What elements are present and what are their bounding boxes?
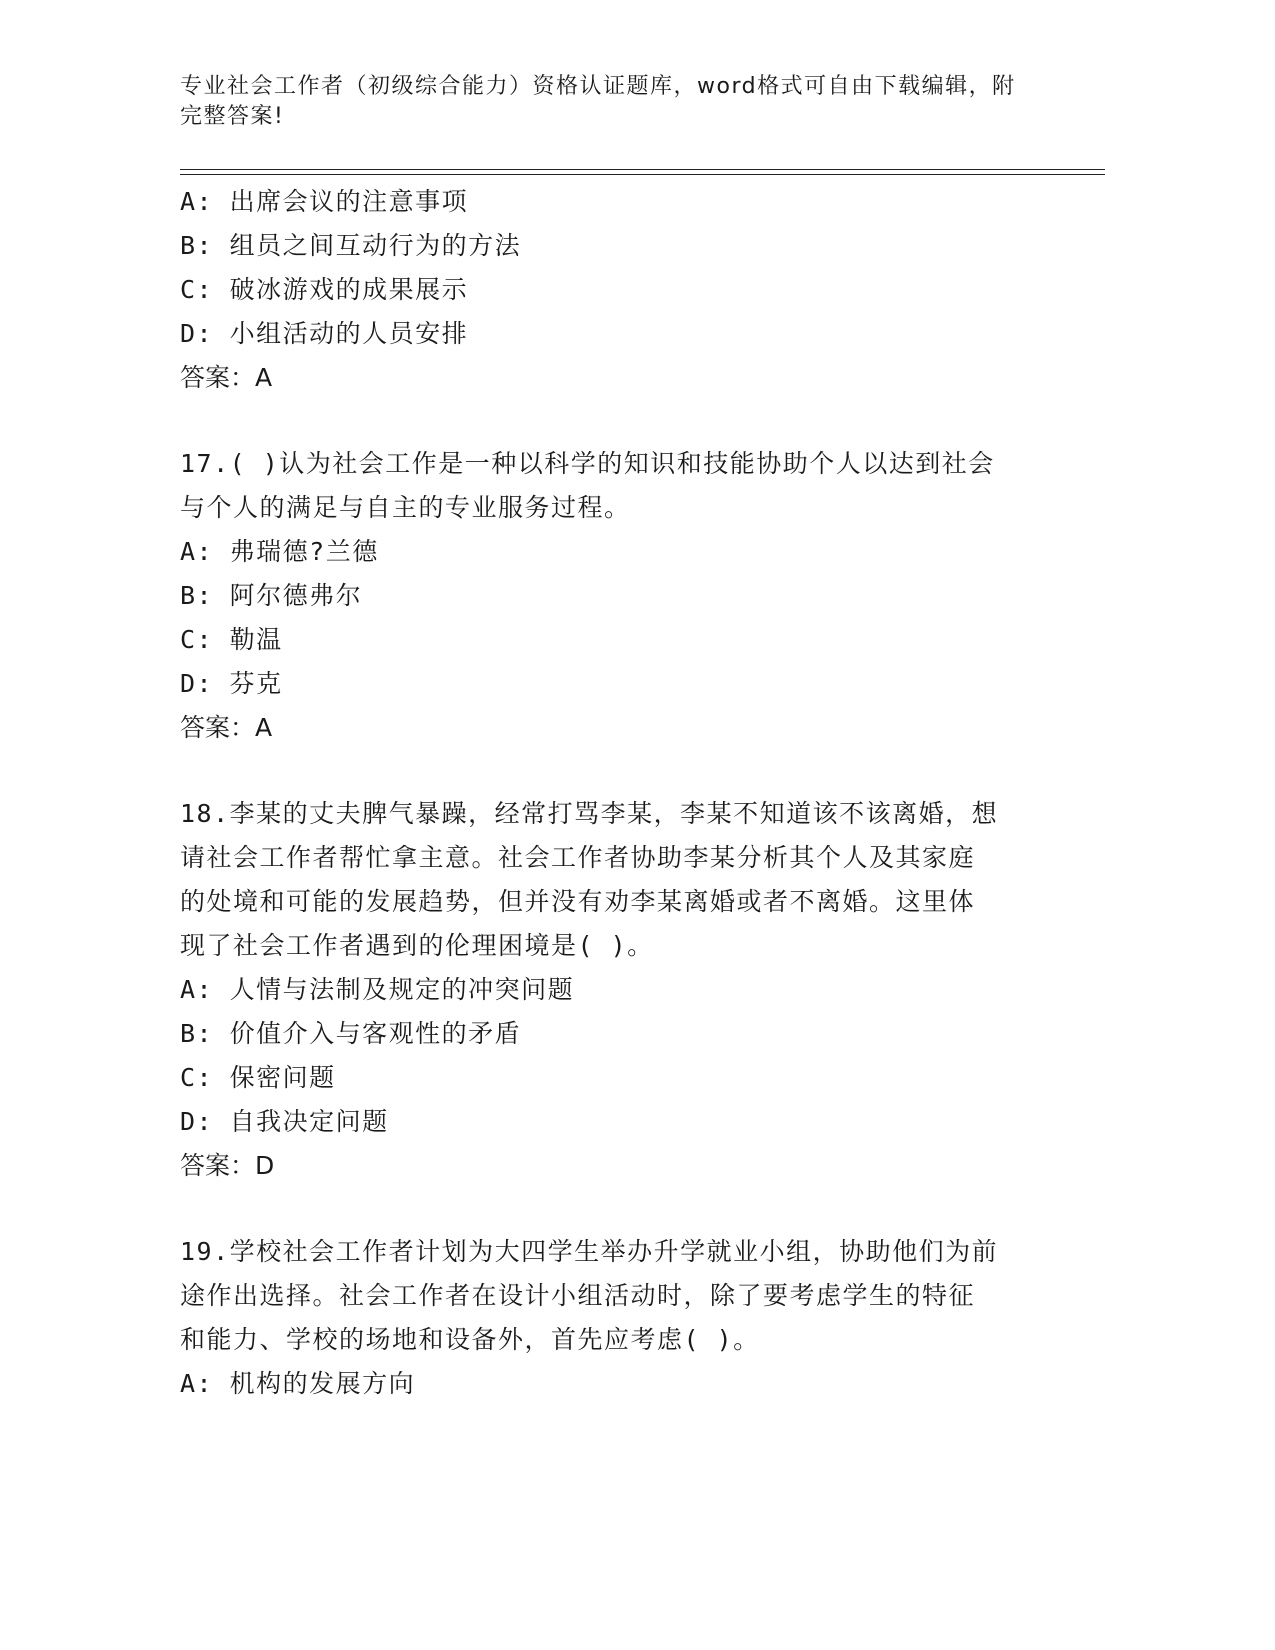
header-line-1: 专业社会工作者（初级综合能力）资格认证题库，word格式可自由下载编辑，附: [180, 74, 1016, 99]
question-list: [180, 184, 1040, 1410]
question-stem-line: 17.( )认为社会工作是一种以科学的知识和技能协助个人以达到社会: [180, 449, 995, 478]
question-block: [180, 184, 1040, 404]
question-stem-line: 的处境和可能的发展趋势，但并没有劝李某离婚或者不离婚。这里体: [180, 887, 976, 916]
question-stem-line: 途作出选择。社会工作者在设计小组活动时，除了要考虑学生的特征: [180, 1281, 976, 1310]
header-line-2: 完整答案!: [180, 104, 285, 129]
question-block: [180, 446, 1040, 754]
option-c: C: 勒温: [180, 625, 283, 654]
option-b: B: 组员之间互动行为的方法: [180, 231, 522, 260]
option-b: B: 阿尔德弗尔: [180, 581, 363, 610]
option-a: A: 人情与法制及规定的冲突问题: [180, 975, 575, 1004]
option-b: B: 价值介入与客观性的矛盾: [180, 1019, 522, 1048]
question-stem-line: 与个人的满足与自主的专业服务过程。: [180, 493, 631, 522]
option-c: C: 保密问题: [180, 1063, 336, 1092]
document-header: [180, 72, 1040, 132]
header-divider-thick: [180, 174, 1105, 175]
option-d: D: 小组活动的人员安排: [180, 319, 469, 348]
option-a: A: 弗瑞德?兰德: [180, 537, 379, 566]
header-divider-thin: [180, 169, 1105, 170]
question-stem-line: 19.学校社会工作者计划为大四学生举办升学就业小组，协助他们为前: [180, 1237, 999, 1266]
question-stem-line: 和能力、学校的场地和设备外，首先应考虑( )。: [180, 1325, 760, 1354]
option-d: D: 芬克: [180, 669, 283, 698]
question-block: [180, 1234, 1040, 1410]
option-a: A: 出席会议的注意事项: [180, 187, 469, 216]
question-stem-line: 现了社会工作者遇到的伦理困境是( )。: [180, 931, 654, 960]
option-d: D: 自我决定问题: [180, 1107, 389, 1136]
question-stem-line: 请社会工作者帮忙拿主意。社会工作者协助李某分析其个人及其家庭: [180, 843, 976, 872]
question-block: [180, 796, 1040, 1192]
option-a: A: 机构的发展方向: [180, 1369, 416, 1398]
option-c: C: 破冰游戏的成果展示: [180, 275, 469, 304]
answer-text: 答案：A: [180, 713, 273, 742]
answer-text: 答案：D: [180, 1151, 275, 1180]
answer-text: 答案：A: [180, 363, 273, 392]
question-stem-line: 18.李某的丈夫脾气暴躁，经常打骂李某，李某不知道该不该离婚，想: [180, 799, 999, 828]
